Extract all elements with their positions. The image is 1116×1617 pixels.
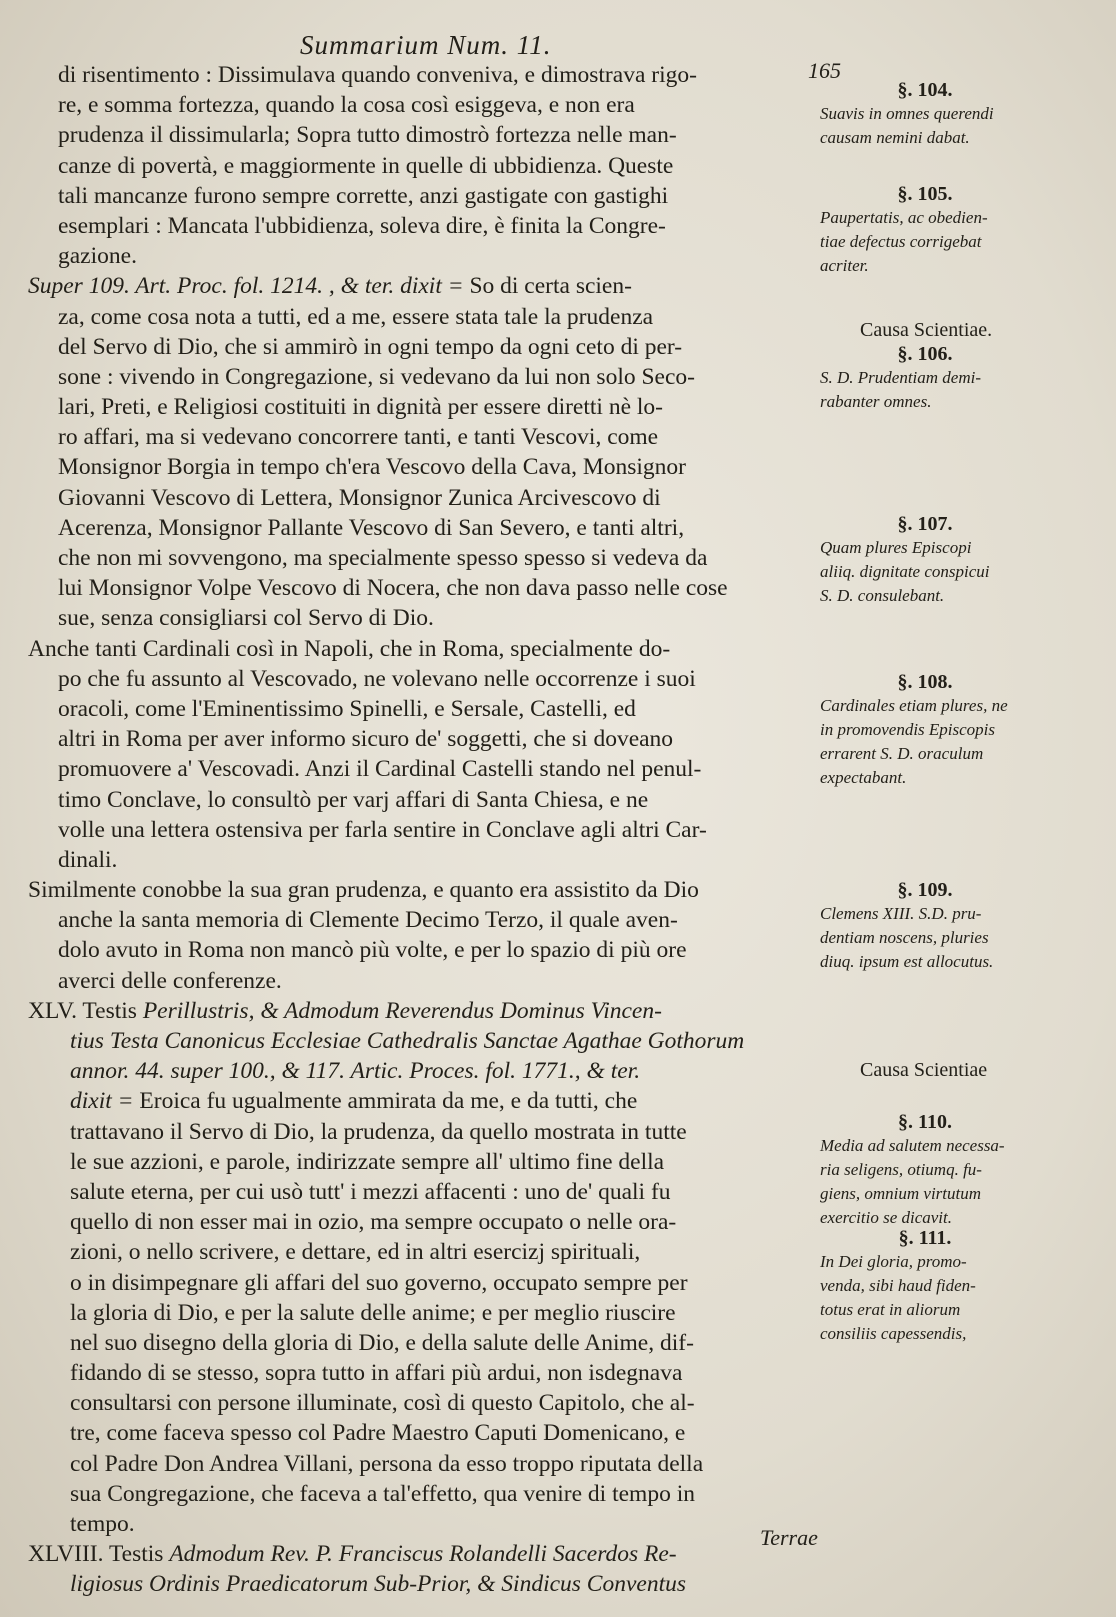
line-text: fidando di se stesso, sopra tutto in affari più ardui, non isdegnava (70, 1360, 683, 1387)
italic-citation: Admodum Rev. P. Franciscus Rolandelli Sacerdos Re- (169, 1541, 677, 1568)
section-number: §. 105. (897, 183, 953, 205)
margin-note-line: Cardinales etiam plures, ne (820, 696, 1008, 715)
margin-note-line: diuq. ipsum est allocutus. (820, 952, 994, 971)
margin-note-line: errarent S. D. oraculum (820, 744, 984, 763)
line-text: la gloria di Dio, e per la salute delle anime; e per meglio riuscire (70, 1299, 676, 1326)
line-text: dinali. (58, 846, 118, 873)
text-line (28, 302, 848, 332)
margin-note-111 (820, 1226, 1090, 1346)
text-line (28, 1207, 848, 1237)
margin-note-line: Paupertatis, ac obedien- (820, 208, 988, 227)
margin-note-line: dentiam noscens, pluries (820, 928, 989, 947)
text-line (28, 1268, 848, 1298)
text-line (28, 935, 848, 965)
line-text: re, e somma fortezza, quando la cosa così esiggeva, e non era (58, 92, 635, 119)
line-text: volle una lettera ostensiva per farla sentire in Conclave agli altri Car- (58, 816, 707, 843)
margin-note-line: consiliis capessendis, (820, 1324, 967, 1343)
running-title: Summarium Num. 11. (300, 30, 552, 60)
margin-note-line: tiae defectus corrigebat (820, 232, 982, 251)
text-line (28, 1418, 848, 1448)
margin-note-109 (820, 878, 1090, 974)
margin-note-line: aliiq. dignitate conspicui (820, 562, 990, 581)
italic-citation: dixit = (70, 1088, 134, 1115)
line-text: del Servo di Dio, che si ammirò in ogni tempo da ogni ceto di per- (58, 333, 683, 360)
margin-note-108 (820, 670, 1090, 790)
text-line (28, 905, 848, 935)
text-line (28, 996, 848, 1026)
text-line (28, 1328, 848, 1358)
text-line (28, 966, 848, 996)
text-line (28, 1086, 848, 1116)
line-text: gazione. (58, 243, 137, 270)
text-line (28, 1539, 848, 1569)
margin-note-110 (820, 1110, 1090, 1230)
text-line (28, 362, 848, 392)
text-line (28, 754, 848, 784)
text-line (28, 785, 848, 815)
text-line (28, 724, 848, 754)
margin-note-line: ria seligens, otiumq. fu- (820, 1160, 982, 1179)
line-text: timo Conclave, lo consultò per varj affari di Santa Chiesa, e ne (58, 786, 649, 813)
text-line (28, 90, 848, 120)
section-number: §. 104. (897, 79, 953, 101)
text-line (28, 543, 848, 573)
text-line (28, 1479, 848, 1509)
margin-note-line: Clemens XIII. S.D. pru- (820, 904, 982, 923)
text-line (28, 1117, 848, 1147)
margin-note-line: S. D. consulebant. (820, 586, 945, 605)
margin-note-line: acriter. (820, 256, 869, 275)
margin-note-line: Quam plures Episcopi (820, 538, 972, 557)
line-text: esemplari : Mancata l'ubbidienza, soleva dire, è finita la Congre- (58, 212, 666, 239)
text-line (28, 422, 848, 452)
margin-note-line: venda, sibi haud fiden- (820, 1276, 976, 1295)
line-text: quello di non esser mai in ozio, ma sempre occupato o nelle ora- (70, 1209, 677, 1236)
text-line (28, 815, 848, 845)
line-text: che non mi sovvengono, ma specialmente spesso spesso si vedeva da (58, 545, 708, 571)
page-number: 165 (808, 58, 841, 83)
text-line (28, 1358, 848, 1388)
line-text: dolo avuto in Roma non mancò più volte, e per lo spazio di più ore (58, 937, 687, 964)
line-text: tempo. (70, 1511, 135, 1537)
line-text: Monsignor Borgia in tempo ch'era Vescovo della Cava, Monsignor (58, 454, 686, 481)
margin-note-line: Suavis in omnes querendi (820, 104, 994, 123)
margin-note-line: exercitio se dicavit. (820, 1208, 953, 1227)
line-text: lui Monsignor Volpe Vescovo di Nocera, che non dava passo nelle cose (58, 575, 728, 602)
section-number: §. 107. (897, 513, 953, 535)
line-text: So di certa scien- (463, 273, 632, 300)
causa-scientiae: Causa Scientiae (860, 1059, 988, 1081)
margin-note-line: giens, omnium virtutum (820, 1184, 982, 1203)
text-line (28, 513, 848, 543)
line-text: Giovanni Vescovo di Lettera, Monsignor Zunica Arcivescovo di (58, 484, 661, 511)
line-text: Acerenza, Monsignor Pallante Vescovo di San Severo, e tanti altri, (58, 514, 685, 541)
section-number: §. 106. (897, 343, 953, 365)
text-line (28, 1569, 848, 1599)
line-text: tali mancanze furono sempre corrette, anzi gastigate con gastighi (58, 182, 669, 209)
section-number: §. 110. (898, 1111, 952, 1133)
text-line (28, 1449, 848, 1479)
text-line (28, 573, 848, 603)
margin-note-line: S. D. Prudentiam demi- (820, 368, 982, 387)
text-line (28, 603, 848, 633)
margin-note-107 (820, 512, 1090, 608)
text-line (28, 211, 848, 241)
line-text: trattavano il Servo di Dio, la prudenza, da quello mostrata in tutte (70, 1118, 687, 1145)
italic-citation: ligiosus Ordinis Praedicatorum Sub-Prior, & Sindicus Conventus (70, 1571, 687, 1598)
text-line (28, 60, 848, 90)
line-text: oracoli, come l'Eminentissimo Spinelli, e Sersale, Castelli, ed (58, 695, 636, 722)
line-text: ro affari, ma si vedevano concorrere tanti, e tanti Vescovi, come (58, 424, 659, 451)
causa-scientiae: Causa Scientiae. (860, 319, 993, 341)
line-text: nel suo disegno della gloria di Dio, e della salute delle Anime, dif- (70, 1329, 694, 1356)
line-text: di risentimento : Dissimulava quando conveniva, e dimostrava rigo- (58, 62, 697, 88)
line-text: tre, come faceva spesso col Padre Maestro Caputi Domenicano, e (70, 1420, 686, 1447)
text-line (28, 694, 848, 724)
line-text: anche la santa memoria di Clemente Decimo Terzo, il quale aven- (58, 907, 678, 934)
line-text: po che fu assunto al Vescovado, ne volevano nelle occorrenze i suoi (58, 665, 696, 692)
text-line (28, 1509, 848, 1539)
line-text: le sue azzioni, e parole, indirizzate sempre all' ultimo fine della (70, 1148, 665, 1175)
margin-note-line: In Dei gloria, promo- (820, 1252, 967, 1271)
section-number: §. 108. (897, 671, 953, 693)
text-line (28, 452, 848, 482)
text-line (28, 483, 848, 513)
text-line (28, 1147, 848, 1177)
text-line (28, 1298, 848, 1328)
text-line (28, 664, 848, 694)
margin-note-line: rabanter omnes. (820, 392, 932, 411)
line-text: prudenza il dissimularla; Sopra tutto dimostrò fortezza nelle man- (58, 122, 677, 149)
line-text: canze di povertà, e maggiormente in quelle di ubbidienza. Queste (58, 152, 674, 179)
text-line (28, 181, 848, 211)
line-text: Eroica fu ugualmente ammirata da me, e da tutti, che (133, 1088, 638, 1115)
text-line (28, 1177, 848, 1207)
text-line (28, 845, 848, 875)
text-line (28, 271, 848, 301)
text-line (28, 151, 848, 181)
line-text: XLV. Testis (28, 997, 143, 1024)
line-text: col Padre Don Andrea Villani, persona da esso troppo riputata della (70, 1450, 704, 1477)
text-line (28, 392, 848, 422)
line-text: consultarsi con persone illuminate, così di questo Capitolo, che al- (70, 1390, 695, 1417)
margin-note-105 (820, 182, 1090, 278)
text-line (28, 634, 848, 664)
line-text: salute eterna, per cui usò tutt' i mezzi affacenti : uno de' quali fu (70, 1178, 671, 1205)
text-line (28, 1388, 848, 1418)
line-text: sue, senza consigliarsi col Servo di Dio. (58, 605, 434, 632)
line-text: sone : vivendo in Congregazione, si vedevano da lui non solo Seco- (58, 363, 695, 390)
line-text: Similmente conobbe la sua gran prudenza, e quanto era assistito da Dio (28, 877, 699, 904)
margin-note-104 (820, 78, 1090, 150)
margin-note-line: totus erat in aliorum (820, 1300, 961, 1319)
margin-note-line: in promovendis Episcopis (820, 720, 996, 739)
catchword: Terrae (760, 1525, 818, 1550)
text-line (28, 1026, 848, 1056)
line-text: za, come cosa nota a tutti, ed a me, essere stata tale la prudenza (58, 303, 654, 330)
text-line (28, 875, 848, 905)
section-number: §. 109. (897, 879, 953, 901)
line-text: XLVIII. Testis (28, 1541, 170, 1568)
text-line (28, 1237, 848, 1267)
italic-citation: Super 109. Art. Proc. fol. 1214. , & ter. dixit = (28, 273, 464, 300)
margin-note-line: Media ad salutem necessa- (820, 1136, 1005, 1155)
text-line (28, 1056, 848, 1086)
line-text: lari, Preti, e Religiosi costituiti in dignità per essere diretti nè lo- (58, 394, 663, 421)
line-text: averci delle conferenze. (58, 967, 282, 994)
line-text: zioni, o nello scrivere, e dettare, ed in altri esercizj spirituali, (70, 1239, 641, 1266)
line-text: o in disimpegnare gli affari del suo governo, occupato sempre per (70, 1269, 688, 1296)
section-number: §. 111. (898, 1227, 952, 1249)
main-text-column (28, 60, 848, 1600)
line-text: altri in Roma per aver informo sicuro de' soggetti, che si doveano (58, 726, 674, 753)
margin-note-line: expectabant. (820, 768, 907, 787)
margin-note-causa (820, 1058, 1090, 1082)
line-text: Anche tanti Cardinali così in Napoli, che in Roma, specialmente do- (28, 635, 671, 662)
margin-note-line: causam nemini dabat. (820, 128, 970, 147)
text-line (28, 332, 848, 362)
line-text: promuovere a' Vescovadi. Anzi il Cardinal Castelli stando nel penul- (58, 756, 702, 783)
italic-citation: Perillustris, & Admodum Reverendus Dominus Vincen- (142, 997, 662, 1024)
text-line (28, 241, 848, 271)
line-text: sua Congregazione, che faceva a tal'effetto, qua venire di tempo in (70, 1480, 695, 1507)
italic-citation: tius Testa Canonicus Ecclesiae Cathedralis Sanctae Agathae Gothorum (70, 1028, 745, 1054)
margin-note-106 (820, 318, 1090, 414)
text-line (28, 120, 848, 150)
italic-citation: annor. 44. super 100., & 117. Artic. Proces. fol. 1771., & ter. (70, 1058, 641, 1085)
